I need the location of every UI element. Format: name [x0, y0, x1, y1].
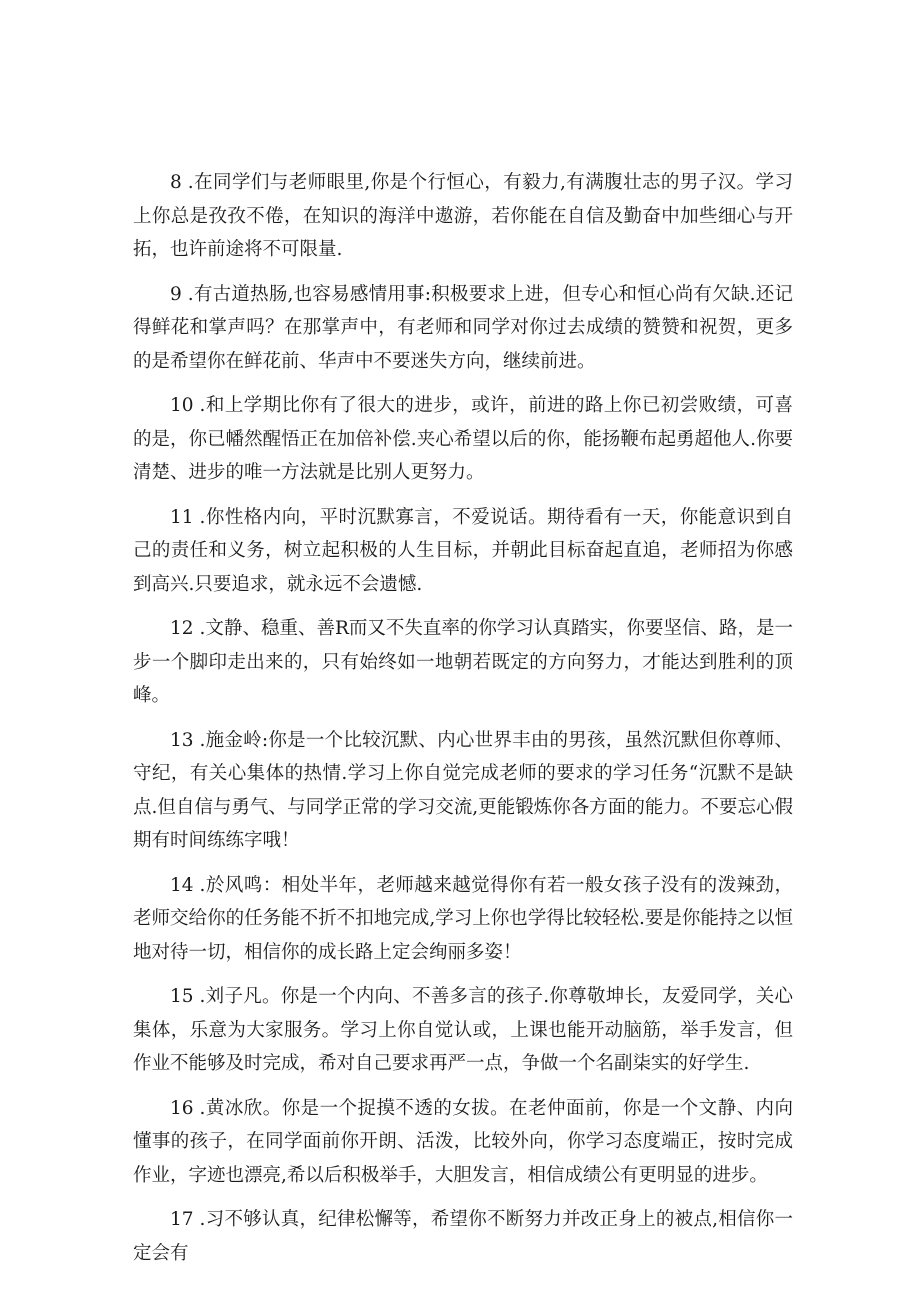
paragraph-text: .黄冰欣。你是一个捉摸不透的女拔。在老仲面前，你是一个文静、内向懂事的孩子，在同学面前你开朗、活泼，比较外向，你学习态度端正，按时完成作业，字迹也漂亮,希以后积极举手，大胆发言，相信成绩公有更明显的进步。: [133, 1097, 793, 1186]
paragraph-13: [133, 724, 793, 858]
paragraph-8: [133, 166, 793, 267]
paragraph-text: .习不够认真，纪律松懈等，希望你不断努力并改正身上的被点,相信你一定会有: [133, 1209, 793, 1264]
paragraph-text: .有古道热肠,也容易感情用事:积极要求上进，但专心和恒心尚有欠缺.还记得鲜花和掌声吗？在那掌声中，有老师和同学对你过去成绩的赞赞和祝贺，更多的是希望你在鲜花前、华声中不要迷失方向，继续前进。: [133, 283, 793, 372]
paragraph-number: 14: [170, 874, 194, 896]
document-body: [133, 166, 793, 1281]
paragraph-text: .刘子凡。你是一个内向、不善多言的孩子.你尊敬坤长，友爱同学，关心集体，乐意为大家服务。学习上你自觉认或，上课也能开动脑筋，举手发言，但作业不能够及时完成，希对自己要求再严一点，争做一个名副柒实的好学生.: [133, 986, 793, 1074]
paragraph-text: .於风鸣：相处半年，老师越来越觉得你有若一般女孩子没有的泼辣劲，老师交给你的任务能不折不扣地完成,学习上你也学得比较轻松.要是你能持之以恒地对待一切，相信你的成长路上定会绚丽多姿！: [133, 874, 793, 963]
paragraph-text: .在同学们与老师眼里,你是个行恒心，有毅力,有满腹壮志的男子汉。学习上你总是孜孜不倦，在知识的海洋中遨游，若你能在自信及勤奋中加些细心与开拓，也许前途将不可限量.: [133, 172, 793, 260]
paragraph-number: 16: [170, 1097, 194, 1119]
paragraph-number: 13: [170, 729, 194, 751]
paragraph-text: .施金岭:你是一个比较沉默、内心世界丰由的男孩，虽然沉默但你尊师、守纪，有关心集体的热情.学习上你自觉完成老师的要求的学习任务“沉默不是缺点.但自信与勇气、与同学正常的学习交流,更能锻炼你各方面的能力。不要忘心假期有时间练练字哦！: [133, 729, 793, 851]
paragraph-number: 9: [170, 283, 182, 305]
paragraph-16: [133, 1092, 793, 1193]
paragraph-text: .和上学期比你有了很大的进步，或许，前进的路上你已初尝败绩，可喜的是，你已幡然醒悟正在加倍补偿.夹心希望以后的你，能扬鞭布起勇超他人.你要清楚、进步的唯一方法就是比别人更努力。: [133, 395, 793, 483]
paragraph-number: 11: [170, 506, 194, 528]
paragraph-9: [133, 278, 793, 379]
paragraph-15: [133, 980, 793, 1081]
paragraph-number: 15: [170, 986, 194, 1007]
paragraph-number: 12: [170, 618, 194, 639]
paragraph-12: [133, 612, 793, 713]
paragraph-number: 8: [170, 172, 182, 193]
paragraph-17: [133, 1203, 793, 1270]
paragraph-text: .文静、稳重、善R而又不失直率的你学习认真踏实，你要坚信、路，是一步一个脚印走出来的，只有始终如一地朝若既定的方向努力，才能达到胜利的顶峰。: [133, 618, 793, 706]
paragraph-11: [133, 501, 793, 602]
paragraph-14: [133, 869, 793, 970]
paragraph-number: 17: [170, 1209, 194, 1230]
paragraph-10: [133, 389, 793, 490]
paragraph-number: 10: [170, 395, 194, 416]
paragraph-text: .你性格内向，平时沉默寡言，不爱说话。期待看有一天，你能意识到自己的责任和义务，树立起积极的人生目标，并朝此目标奋起直追，老师招为你感到高兴.只要追求，就永远不会遗憾.: [133, 506, 793, 595]
